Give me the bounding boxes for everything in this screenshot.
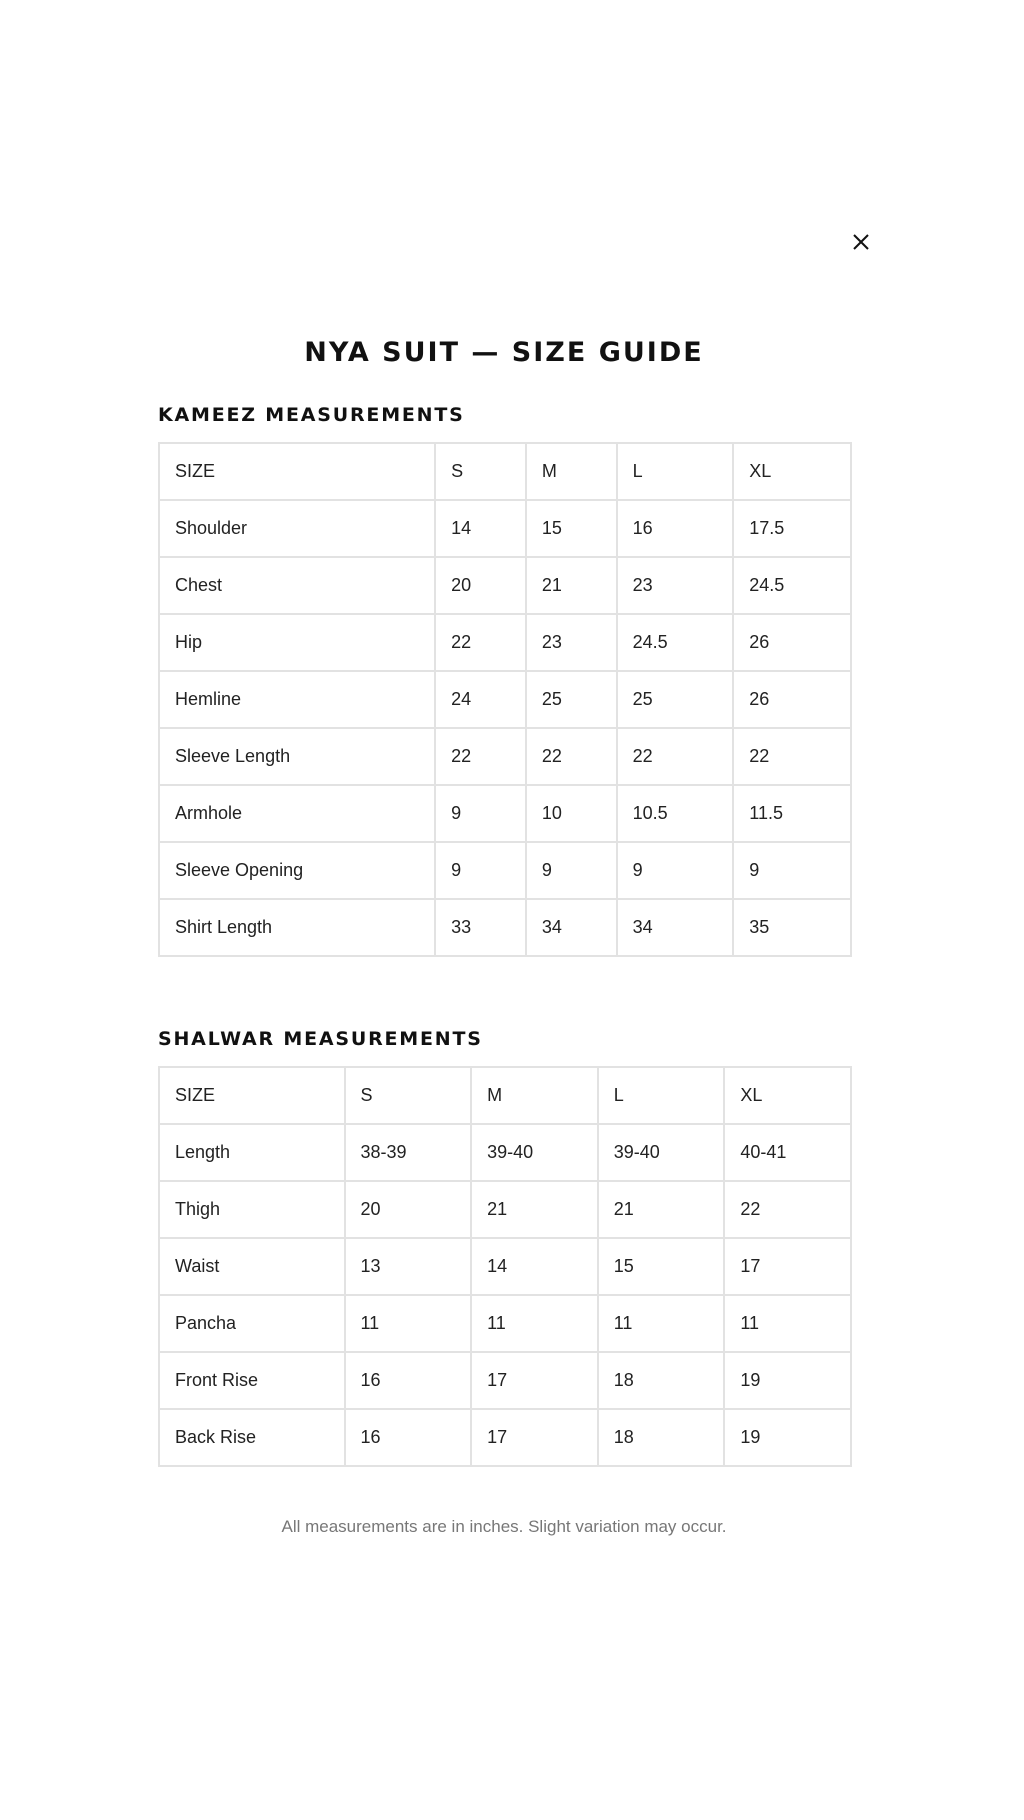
- table-cell: 19: [724, 1409, 851, 1466]
- table-cell: Waist: [159, 1238, 345, 1295]
- table-cell: SIZE: [159, 1067, 345, 1124]
- table-cell: 22: [733, 728, 851, 785]
- table-cell: 26: [733, 614, 851, 671]
- table-cell: 23: [526, 614, 617, 671]
- table-row: [159, 728, 851, 785]
- table-cell: 9: [526, 842, 617, 899]
- table-row: [159, 500, 851, 557]
- table-cell: Hemline: [159, 671, 435, 728]
- table-cell: XL: [724, 1067, 851, 1124]
- table-cell: XL: [733, 443, 851, 500]
- table-cell: S: [345, 1067, 472, 1124]
- table-cell: 34: [617, 899, 734, 956]
- table-cell: Length: [159, 1124, 345, 1181]
- table-cell: 13: [345, 1238, 472, 1295]
- table-cell: 21: [598, 1181, 725, 1238]
- table-cell: 16: [345, 1409, 472, 1466]
- table-cell: 11: [345, 1295, 472, 1352]
- table-cell: Shirt Length: [159, 899, 435, 956]
- table-row: [159, 899, 851, 956]
- table-cell: 21: [471, 1181, 598, 1238]
- table-header-row: [159, 1067, 851, 1124]
- table-cell: 19: [724, 1352, 851, 1409]
- table-cell: 17: [471, 1352, 598, 1409]
- table-cell: Hip: [159, 614, 435, 671]
- table-cell: 22: [435, 728, 526, 785]
- table-cell: M: [471, 1067, 598, 1124]
- table-cell: 11: [471, 1295, 598, 1352]
- table-cell: 22: [724, 1181, 851, 1238]
- table-cell: 35: [733, 899, 851, 956]
- table-cell: 24.5: [617, 614, 734, 671]
- table-cell: 18: [598, 1352, 725, 1409]
- table-cell: 25: [617, 671, 734, 728]
- table-cell: 9: [617, 842, 734, 899]
- table-row: [159, 842, 851, 899]
- table-cell: 22: [617, 728, 734, 785]
- table-cell: 9: [733, 842, 851, 899]
- page-title: NYA SUIT — SIZE GUIDE: [304, 337, 704, 368]
- table-cell: 14: [435, 500, 526, 557]
- table-cell: 17: [471, 1409, 598, 1466]
- table-cell: 21: [526, 557, 617, 614]
- table-cell: Sleeve Opening: [159, 842, 435, 899]
- table-cell: 39-40: [598, 1124, 725, 1181]
- table-cell: 24: [435, 671, 526, 728]
- table-cell: 14: [471, 1238, 598, 1295]
- table-cell: 10.5: [617, 785, 734, 842]
- table-cell: L: [617, 443, 734, 500]
- table-cell: 22: [435, 614, 526, 671]
- table-cell: Thigh: [159, 1181, 345, 1238]
- table-cell: 9: [435, 842, 526, 899]
- table-cell: Chest: [159, 557, 435, 614]
- table-row: [159, 1409, 851, 1466]
- table-cell: 17: [724, 1238, 851, 1295]
- table-cell: 40-41: [724, 1124, 851, 1181]
- table-cell: 9: [435, 785, 526, 842]
- table-cell: 11: [598, 1295, 725, 1352]
- size-guide-modal: [100, 205, 896, 1605]
- table-row: [159, 1352, 851, 1409]
- table-cell: 20: [345, 1181, 472, 1238]
- table-cell: Back Rise: [159, 1409, 345, 1466]
- table-cell: 17.5: [733, 500, 851, 557]
- table-row: [159, 1124, 851, 1181]
- table-row: [159, 785, 851, 842]
- table-cell: Sleeve Length: [159, 728, 435, 785]
- table-cell: Shoulder: [159, 500, 435, 557]
- table-cell: M: [526, 443, 617, 500]
- table-cell: Armhole: [159, 785, 435, 842]
- table-row: [159, 614, 851, 671]
- table-cell: 33: [435, 899, 526, 956]
- table-cell: 15: [526, 500, 617, 557]
- measurement-footnote: All measurements are in inches. Slight variation may occur.: [281, 1517, 727, 1536]
- table-cell: 11: [724, 1295, 851, 1352]
- table-cell: 16: [345, 1352, 472, 1409]
- shalwar-size-table: [158, 1066, 852, 1467]
- table-cell: Front Rise: [159, 1352, 345, 1409]
- table-cell: S: [435, 443, 526, 500]
- table-cell: 38-39: [345, 1124, 472, 1181]
- table-cell: 16: [617, 500, 734, 557]
- table-cell: 18: [598, 1409, 725, 1466]
- close-icon[interactable]: [847, 228, 875, 256]
- table-cell: 20: [435, 557, 526, 614]
- kameez-section-title: KAMEEZ MEASUREMENTS: [158, 404, 465, 426]
- table-row: [159, 671, 851, 728]
- close-button[interactable]: [847, 228, 875, 256]
- table-cell: 15: [598, 1238, 725, 1295]
- table-row: [159, 557, 851, 614]
- table-cell: 26: [733, 671, 851, 728]
- table-cell: L: [598, 1067, 725, 1124]
- table-cell: 10: [526, 785, 617, 842]
- table-cell: 24.5: [733, 557, 851, 614]
- table-cell: SIZE: [159, 443, 435, 500]
- table-row: [159, 1295, 851, 1352]
- table-cell: 25: [526, 671, 617, 728]
- table-header-row: [159, 443, 851, 500]
- table-cell: 23: [617, 557, 734, 614]
- shalwar-section-title: SHALWAR MEASUREMENTS: [158, 1028, 483, 1050]
- table-cell: 22: [526, 728, 617, 785]
- table-cell: Pancha: [159, 1295, 345, 1352]
- table-row: [159, 1181, 851, 1238]
- kameez-size-table: [158, 442, 852, 957]
- table-cell: 34: [526, 899, 617, 956]
- table-row: [159, 1238, 851, 1295]
- table-cell: 39-40: [471, 1124, 598, 1181]
- table-cell: 11.5: [733, 785, 851, 842]
